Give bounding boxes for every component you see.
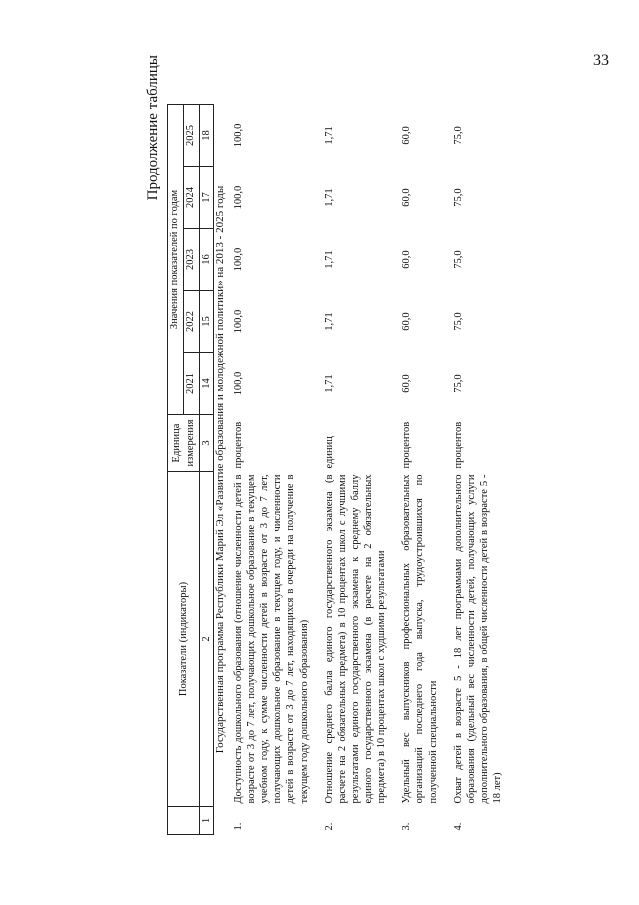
page-number: 33	[593, 52, 609, 69]
row-value: 75,0	[452, 312, 464, 331]
row-value: 60,0	[401, 312, 413, 331]
row-unit: процентов	[232, 421, 244, 469]
row-value: 60,0	[401, 188, 413, 207]
row-unit: единиц	[323, 436, 335, 469]
header-row-1	[168, 104, 184, 834]
row-value: 75,0	[452, 126, 464, 145]
row-number: 4.	[452, 822, 464, 831]
row-value: 1,71	[323, 250, 335, 269]
column-number: 16	[200, 229, 214, 291]
table-row	[396, 104, 447, 834]
row-number: 2.	[323, 822, 335, 831]
row-value: 1,71	[323, 374, 335, 393]
row-indicator-name: Отношение среднего балла единого государственного экзамена (в расчете на 2 обязательных предмета) в 10 процентах школ с лучшими результатами единого государственного экзамена к среднему баллу единого государственного экзамена (в расчете на 2 обязательных предмета) в 10 процентах школ с худшими результатами	[323, 474, 388, 804]
column-number: 3	[200, 415, 214, 472]
indicators-table	[167, 104, 512, 835]
row-number: 3.	[401, 822, 413, 831]
column-number: 18	[200, 104, 214, 166]
row-value: 75,0	[452, 188, 464, 207]
header-values-by-year: Значения показателей по годам	[168, 104, 184, 414]
row-indicator-name: Доступность дошкольного образования (отношение численности детей в возрасте от 3 до 7 лет, получающих дошкольное образование в текущем учебном году, к сумме численности детей в возрасте от 3 до 7 лет, получающих дошкольное образование в текущем году, и численности детей в возрасте от 3 до 7 лет, находящихся в очереди на получение в текущем году дошкольного образования)	[232, 474, 310, 804]
row-unit: процентов	[452, 421, 464, 469]
header-year: 2025	[184, 104, 200, 166]
table-row	[228, 104, 319, 834]
column-number: 15	[200, 291, 214, 353]
continuation-label: Продолжение таблицы	[145, 55, 161, 201]
row-value: 100,0	[232, 123, 244, 148]
row-value: 100,0	[232, 371, 244, 396]
column-number-row	[200, 104, 214, 834]
row-value: 1,71	[323, 126, 335, 145]
column-number: 1	[200, 807, 214, 835]
row-indicator-name: Охват детей в возрасте 5 - 18 лет программами дополнительного образования (удельный вес численности детей, получающих услуги дополнительного образования, в общей численности детей в возрасте 5 - 18 лет)	[452, 474, 503, 804]
header-year: 2024	[184, 167, 200, 229]
row-value: 75,0	[452, 250, 464, 269]
row-number: 1.	[232, 822, 244, 831]
column-number: 17	[200, 167, 214, 229]
rotated-page-content	[145, 55, 615, 835]
header-year: 2023	[184, 229, 200, 291]
table-row	[319, 104, 397, 834]
row-value: 100,0	[232, 309, 244, 334]
header-indicators: Показатели (индикаторы)	[168, 472, 200, 807]
row-value: 60,0	[401, 374, 413, 393]
row-value: 60,0	[401, 126, 413, 145]
row-value: 100,0	[232, 247, 244, 272]
header-year: 2021	[184, 353, 200, 415]
row-value: 75,0	[452, 374, 464, 393]
row-value: 60,0	[401, 250, 413, 269]
row-value: 1,71	[323, 312, 335, 331]
header-num-empty	[168, 807, 200, 835]
column-number: 14	[200, 353, 214, 415]
program-title: Государственная программа Республики Марий Эл «Развитие образования и молодежной политики» на 2013 - 2025 годы	[214, 185, 227, 754]
row-value: 1,71	[323, 188, 335, 207]
row-indicator-name: Удельный вес выпускников профессиональных образовательных организаций последнего года выпуска, трудоустроившихся по полученной специальности	[401, 474, 439, 804]
row-value: 100,0	[232, 185, 244, 210]
table-row	[448, 104, 513, 834]
program-title-row	[214, 104, 228, 834]
row-unit: процентов	[401, 421, 413, 469]
header-unit: Единица измерения	[168, 415, 200, 472]
header-year: 2022	[184, 291, 200, 353]
column-number: 2	[200, 472, 214, 807]
